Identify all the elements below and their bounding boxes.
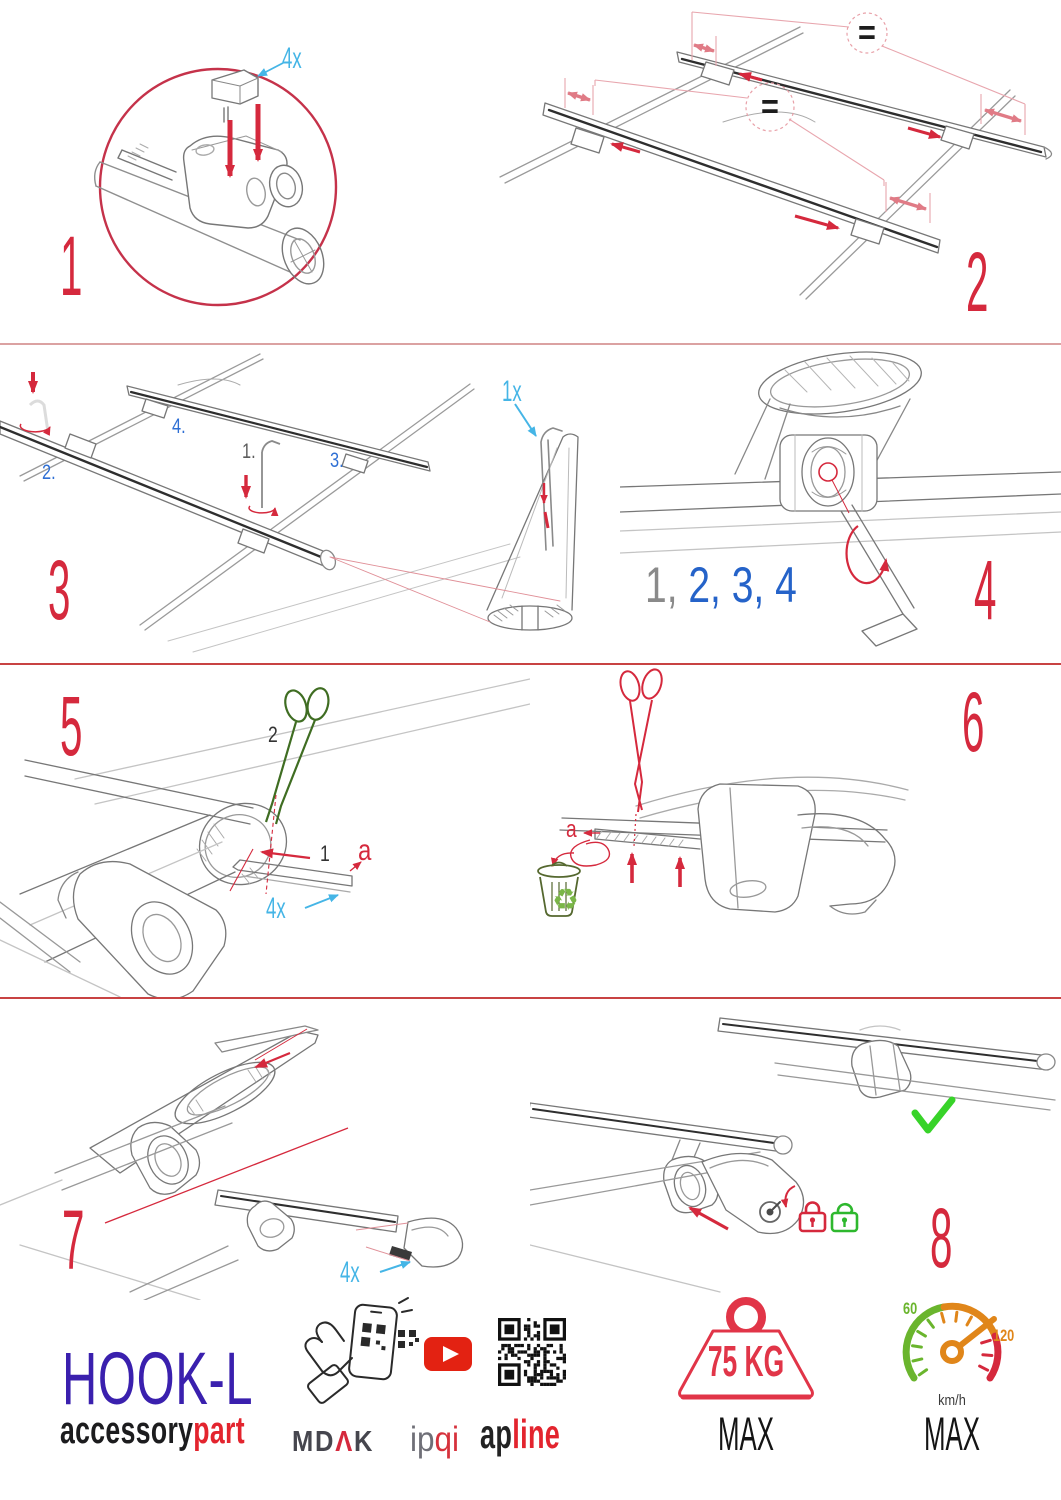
- slot-cover-subview: [0, 1026, 318, 1300]
- step3-sublabel-3: 3.: [330, 449, 344, 472]
- speedometer-icon: [906, 1306, 998, 1378]
- youtube-icon: [424, 1337, 472, 1371]
- brand-black-part: accessory: [60, 1410, 194, 1452]
- logo-ipqi: [410, 1422, 459, 1457]
- step7-qty-label: 4x: [340, 1256, 360, 1289]
- step3-number: 3: [48, 543, 71, 637]
- speed-low-label: 60: [903, 1299, 918, 1318]
- step6-label-a: a: [566, 816, 577, 843]
- sequence-first: 1,: [645, 557, 678, 613]
- close-cover-arrow: [690, 1208, 728, 1229]
- check-icon: [915, 1100, 952, 1130]
- rubber-strip: [233, 860, 352, 892]
- step1-qty-label: 4x: [282, 42, 302, 75]
- mdak-md: MD: [292, 1426, 336, 1458]
- rotate-arrow: [847, 526, 886, 583]
- push-up-arrows: [632, 854, 680, 887]
- step3-sublabel-2: 2.: [42, 461, 56, 484]
- step3-qty-label: 1x: [502, 375, 522, 408]
- locked-ok-subview: [718, 1018, 1055, 1110]
- cutoff-strip: [571, 840, 610, 866]
- clamp-body: [698, 784, 895, 914]
- section-divider-2: [0, 663, 1061, 665]
- endcap-subview: [130, 1190, 463, 1300]
- max-speed-label: MAX: [923, 1407, 981, 1460]
- bar-end-funnel-detail: [487, 428, 578, 630]
- recycle-icon: ♻: [552, 884, 579, 917]
- scissors-icon: [617, 667, 665, 812]
- step5-label-scissors: 2: [268, 722, 278, 747]
- ghost-hex-key: [30, 401, 48, 432]
- step5-label-a: a: [358, 834, 372, 867]
- cut-line: [634, 814, 636, 846]
- lock-open-icon: [832, 1204, 857, 1231]
- speed-unit-label: km/h: [938, 1392, 966, 1409]
- qr-code: [498, 1318, 566, 1386]
- step5-qty-label: 4x: [266, 892, 286, 925]
- qty-callout-line: [258, 63, 283, 76]
- section-divider-1: [0, 343, 1061, 345]
- step8-number: 8: [930, 1191, 953, 1285]
- apline-line: line: [512, 1411, 561, 1457]
- step7-number: 7: [62, 1193, 85, 1287]
- max-load-label: MAX: [717, 1407, 775, 1460]
- ipqi-ip: ip: [410, 1420, 435, 1459]
- clamp-insert-part: [212, 70, 258, 122]
- qty-callout-line: [515, 404, 536, 436]
- sequence-rest: 2, 3, 4: [677, 557, 797, 613]
- step4-number: 4: [974, 543, 997, 637]
- clamp-body: [0, 862, 226, 997]
- rubber-strip: [595, 829, 700, 849]
- logo-apline: [480, 1411, 561, 1457]
- product-name: HOOK-L: [62, 1337, 254, 1420]
- step1-number: 1: [60, 219, 83, 313]
- section-divider-3: [0, 997, 1061, 999]
- brand-red-part: part: [193, 1410, 245, 1452]
- scissors-icon: [266, 686, 332, 824]
- mdak-lambda: Λ: [335, 1426, 354, 1458]
- brand-wordmark: [60, 1412, 245, 1450]
- hex-key-small: [262, 441, 280, 508]
- mdak-k: K: [353, 1426, 375, 1458]
- qty-callout-line: [305, 895, 338, 908]
- equals-symbol-1: =: [858, 14, 876, 52]
- max-load-value: 75 KG: [707, 1337, 785, 1386]
- apline-ap: ap: [480, 1411, 513, 1457]
- ipqi-qi: qi: [434, 1420, 460, 1459]
- step4-sequence-label: [645, 557, 797, 613]
- locking-subview: [530, 1103, 804, 1292]
- scan-qr-phone-icon: [305, 1298, 419, 1405]
- clamp-block: [780, 435, 877, 511]
- step5-number: 5: [60, 679, 83, 773]
- step8-lock-cover-illustration: [530, 998, 1061, 1300]
- step6-number: 6: [962, 675, 985, 769]
- step3-sublabel-4: 4.: [172, 415, 186, 438]
- step3-sublabel-1: 1.: [242, 440, 256, 463]
- step3-assembly-order-illustration: [0, 344, 620, 663]
- qty-callout-line: [380, 1262, 410, 1272]
- step2-number: 2: [966, 235, 989, 329]
- logo-mdak: [292, 1428, 374, 1457]
- step5-label-strip: 1: [320, 841, 330, 866]
- equals-symbol-2: =: [761, 88, 779, 126]
- speed-high-label: 120: [993, 1326, 1015, 1345]
